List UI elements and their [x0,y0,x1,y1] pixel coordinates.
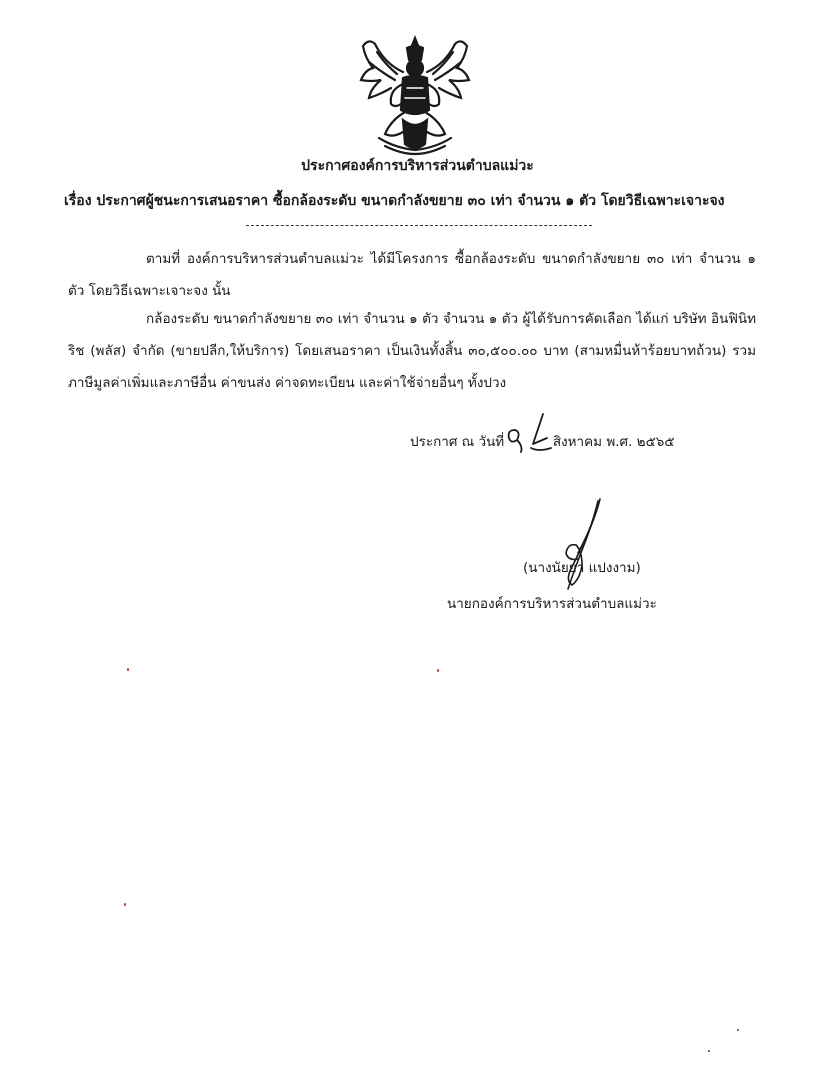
scan-speck [437,669,439,672]
signer-name: (นางนัยยา แปงงาม) [523,560,641,576]
scan-speck [737,1029,739,1031]
body-paragraph-2: กล้องระดับ ขนาดกำลังขยาย ๓๐ เท่า จำนวน ๑ ตัว จำนวน ๑ ตัว ผู้ได้รับการคัดเลือก ได้แก่ บริษัท อินฟินิท ริช (พลัส) จำกัด (ขายปลีก,ให้บริการ) โดยเสนอราคา เป็นเงินทั้งสิ้น ๓๐,๕๐๐.๐๐ บาท (สามหมื่นห้าร้อยบาทถ้วน) รวมภาษีมูลค่าเพิ่มและภาษีอื่น ค่าขนส่ง ค่าจดทะเบียน และค่าใช้จ่ายอื่นๆ ทั้งปวง [68,311,756,391]
signer-position: นายกองค์การบริหารส่วนตำบลแม่วะ [447,596,657,612]
body-paragraph-1: ตามที่ องค์การบริหารส่วนตำบลแม่วะ ได้มีโครงการ ซื้อกล้องระดับ ขนาดกำลังขยาย ๓๐ เท่า จำนวน ๑ ตัว โดยวิธีเฉพาะเจาะจง นั้น [68,251,756,299]
garuda-emblem-icon [355,34,475,156]
dashed-divider [246,225,592,226]
organization-title: ประกาศองค์การบริหารส่วนตำบลแม่วะ [301,158,534,174]
announcement-subject: เรื่อง ประกาศผู้ชนะการเสนอราคา ซื้อกล้องระดับ ขนาดกำลังขยาย ๓๐ เท่า จำนวน ๑ ตัว โดยวิธีเฉพาะเจาะจง [64,193,725,209]
handwritten-day-icon [503,408,563,454]
signature-icon [548,495,618,595]
date-prefix: ประกาศ ณ วันที่ [410,434,505,450]
scan-speck [708,1050,710,1052]
scan-speck [124,903,126,906]
scan-speck [127,668,129,671]
date-suffix: สิงหาคม พ.ศ. ๒๕๖๕ [552,434,675,450]
